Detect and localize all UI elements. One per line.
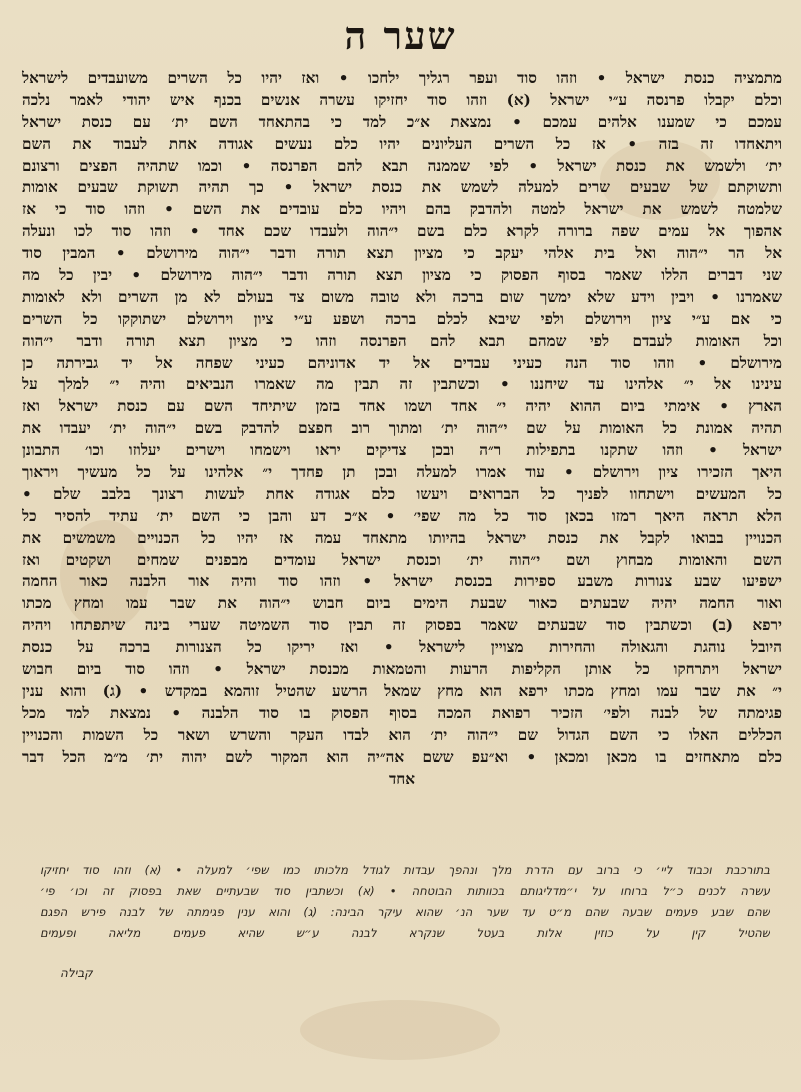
text-line: י״ את שבר עמו ומחץ מכתו ירפא הוא מחץ שמאל הרשע שהטיל זוהמא במקדש • (ג) והוא ענין	[22, 681, 782, 700]
catchword: קבילה	[60, 966, 93, 980]
text-line: ותשוקתם של שבעים שרים למעלה לשמש את כנסת ישראל • כך תהיה תשוקת שבעים אומות	[22, 178, 782, 197]
footnote-line: שהם שבע פעמים שבעה שהם מ״ט עד שער הנ׳ שהוא עיקר הבינה: (ג) והוא ענין פגימתה של לבנה פירש הפגם	[40, 905, 770, 919]
text-line: פגימתה של לבנה ולפי׳ הזכיר רפואת המכה בסוף הפסוק בו סוד הלבנה • נמצאת למד מכל	[22, 703, 782, 722]
text-line: ויתאחדו זה בזה • אז כל השרים העליונים יהיו כלם נעשים אגודה אחת לעבוד את השם	[22, 134, 782, 153]
text-line: השם והאומות מבחוץ ושם י״הוה ית׳ וכנסת ישראל עומדים מבפנים שמחים ושקטים ואז	[22, 550, 782, 569]
text-line: הכללים האלו כי השם הגדול שם י״הוה ית׳ הוא לבדו העקר והשרש ושאר כל השמות והכנויין	[22, 725, 782, 744]
text-line: אל הר י״הוה ואל בית אלהי יעקב כי מציון תצא תורה ודבר י״הוה מירושלם • המבין סוד	[22, 244, 782, 263]
text-line: ישראל • וזהו שתקנו בתפילות ר״ה ובכן צדיקים יראו וישמחו וישרים יעלוזו וכו׳ התבונן	[22, 441, 782, 460]
text-line: וכלם יקבלו פרנסה ע״י ישראל (א) וזהו סוד יחזיקו עשרה אנשים בכנף איש יהודי לאמר נלכה	[22, 90, 782, 109]
text-line: שני דברים הללו שאמר בסוף הפסוק כי מציון תצא תורה ודבר י״הוה מירושלם • יבין כל מה	[22, 266, 782, 285]
text-line: מירושלם • וזהו סוד הנה כעיני עבדים אל יד אדוניהם כעיני שפחה אל יד גבירתה כן	[22, 353, 782, 372]
text-line: עינינו אל י״ אלהינו עד שיחננו • וכשתבין זה תבין מה שאמרו הנביאים והיה י״ למלך על	[22, 375, 782, 394]
text-line: הלא תראה היאך רמזו בכאן סוד כל מה שפי׳ • א״כ דע והבן כי השם ית׳ עתיד להסיר כל	[22, 506, 782, 525]
text-line: כי אם ע״י ציון וירושלם ולפי שיבא לכלם ברכה ושפע ע״י ציון וירושלם ישתוקקו כל השרים	[22, 309, 782, 328]
text-line: שלמטה לשמש את ישראל למטה ולהדבק בהם ויהיו כלם עובדים את השם • וזהו סוד כי אז	[22, 200, 782, 219]
footnote-line: עשרה לכנים כ״ל ברוחו על י״מדליגותם בכוותות הבוטחה • (א) וכשתבין סוד שבעתיים שאת בפסוק זה וכו׳ פי׳	[40, 884, 770, 898]
text-line: שאמרנו • ויבין וידע שלא ימשך שום ברכה ולא טובה משום צד בעולם לא מן השרים ולא לאומות	[22, 287, 782, 306]
text-line: הכנויין בבואו לקבל את כנסת ישראל בהיותו מתאחד עמה אז יהיו כל הכנויים משמשים את	[22, 528, 782, 547]
footnote-line: שהטיל קין על כוזין אלות בעטל שנקרא לבנה ע״ש שהיא פעמים מליאה ופעמים	[40, 926, 770, 940]
text-line: מתמציה כנסת ישראל • וזהו סוד ועפר רגליך ילחכו • ואז יהיו כל השרים משועבדים לישראל	[22, 69, 782, 87]
text-line: ישראל ויתרחקו כל אותן הקליפות הרעות והטמאות מכנסת ישראל • וזהו סוד ביום חבוש	[22, 660, 782, 679]
text-line: אחד	[388, 769, 416, 788]
footnote-line: בתורכבת וכבוד ליי׳ כי ברוב עם הדרת מלך ונהפך עבדות לגודל מלכותו כמו שפי׳ למעלה • (א) וזהו סוד יחזיקו	[40, 863, 770, 877]
main-text	[22, 68, 782, 858]
page-title: שער ה	[344, 13, 457, 58]
text-line: ית׳ ולשמש את כנסת ישראל • לפי שממנה תבא להם הפרנסה • וכמו שתהיה הפצים ורצונם	[22, 156, 782, 175]
text-line: עמכם כי שמענו אלהים עמכם • נמצאת א״כ למד כי בהתאחד השם ית׳ עם כנסת ישראל	[22, 112, 782, 131]
text-line: וכל האומות לעבדם לפי שמהם תבא להם הפרנסה וזהו כי מציון תצא תורה ודבר י״הוה	[22, 331, 782, 350]
text-line: ישפיעו שבע צנורות משבע ספירות בכנסת ישראל • וזהו סוד והיה אור הלבנה כאור החמה	[22, 572, 782, 591]
text-line: תהיה אמונת כל האומות על שם י״הוה ית׳ ומתוך רוב חפצם להדבק בשם י״הוה ית׳ יעבדו את	[22, 419, 782, 438]
text-line: הארץ • אימתי ביום ההוא יהיה י״ אחד ושמו אחד בזמן שיתיחד השם עם כנסת ישראל ואז	[22, 397, 782, 416]
text-line: היובל נוהגת והגאולה והחירות מצויין לישראל • ואז יריקו כל הצנורות ברכה על כנסת	[22, 638, 782, 657]
text-line: ירפא (ב) וכשתבין סוד שבעתים שאמר בפסוק זה תבין סוד השמיטה שערי בינה שיתפתחו ויהיה	[22, 616, 782, 635]
text-line: ואור החמה יהיה שבעתים כאור שבעת הימים ביום חבוש י״הוה את שבר עמו ומחץ מכתו	[22, 594, 782, 613]
text-line: אהפוך אל עמים שפה ברורה לקרא כלם בשם י״הוה ולעבדו שכם אחד • וזהו סוד לכו ונעלה	[22, 222, 782, 241]
text-line: היאך הזכירו ציון וירושלם • עוד אמרו למעלה ובכן תן פחדך י״ אלהינו על כל מעשיך ויראוך	[22, 463, 782, 482]
paper-stain	[300, 1000, 500, 1060]
text-line: כל המעשים וישתחוו לפניך כל הברואים ויעשו כלם אגודה אחת לעשות רצונך בלבב שלם •	[22, 484, 782, 503]
footnotes	[40, 860, 770, 958]
text-line: כלם מתאחזים בו מכאן ומכאן • וא״עפ ששם אה״יה הוא המקור לשם יהוה ית׳ מ״מ הכל דבר	[22, 747, 782, 766]
